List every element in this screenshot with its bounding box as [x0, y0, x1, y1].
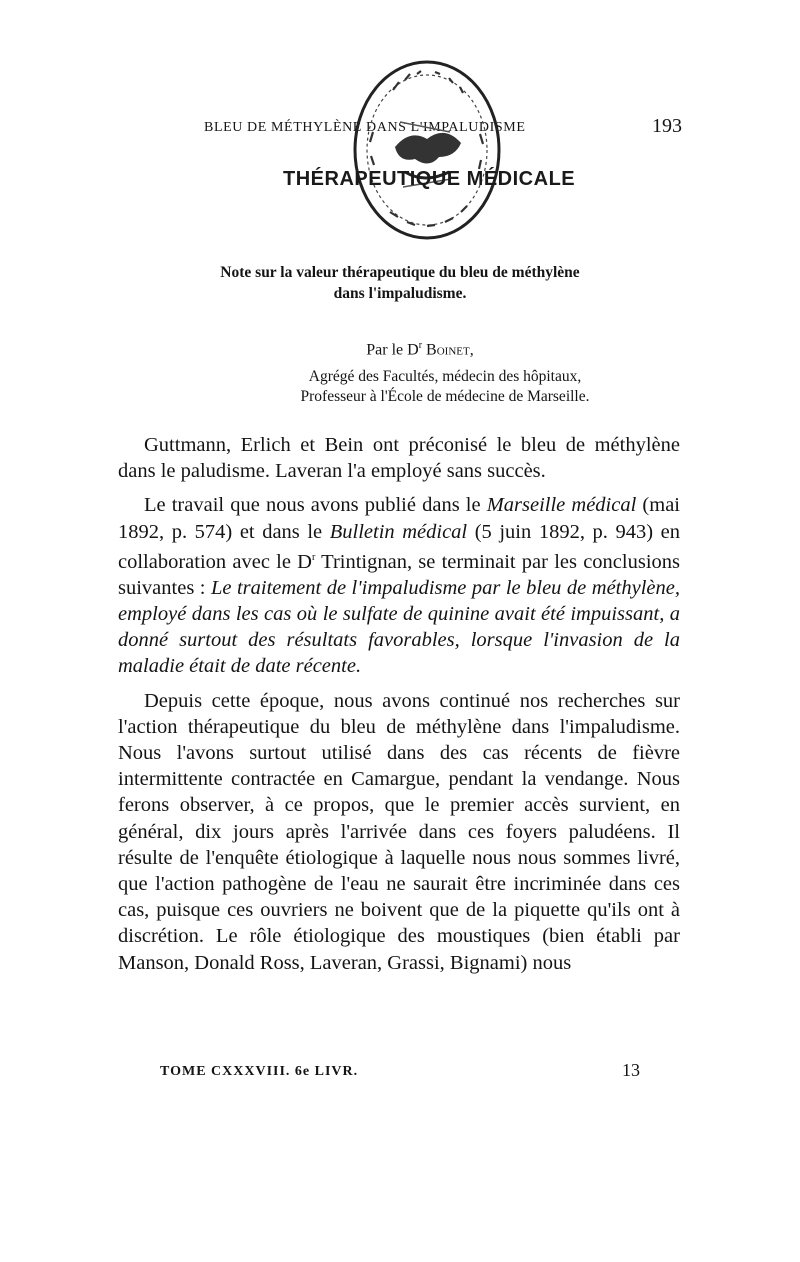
byline-sup: r	[418, 340, 423, 351]
tome-label: TOME CXXXVIII. 6e LIVR.	[160, 1064, 359, 1079]
title-line-2: dans l'impaludisme.	[333, 285, 467, 302]
running-title: BLEU DE MÉTHYLÈNE DANS L'IMPALUDISME	[204, 120, 526, 135]
affiliation-line-1: Agrégé des Facultés, médecin des hôpitaux,	[308, 368, 582, 385]
affiliation-line-2: Professeur à l'École de médecine de Marseille.	[300, 388, 590, 405]
conclusion-quote: Le traitement de l'impaludisme par le bleu de méthylène, employé dans les cas où le sulfate de quinine avait été impuissant, a donné surtout des résultats favorables, lorsque l'invasion de la maladie était de date récente.	[118, 576, 680, 678]
p2-sup: r	[311, 551, 316, 563]
paragraph-3: Depuis cette époque, nous avons continué nos recherches sur l'action thérapeutique du bleu de méthylène dans l'impaludisme. Nous l'avons surtout utilisé dans des cas récents de fièvre intermittente contractée en Camargue, pendant la vendange. Nous ferons observer, à ce propos, que le premier accès survient, en général, dix jours après l'arrivée dans ces foyers paludéens. Il résulte de l'enquête étiologique à laquelle nous nous sommes livré, que l'action pathogène de l'eau ne saurait être incriminée dans ces cas, puisque ces ouvriers ne boivent que de la piquette qu'ils ont à discrétion. Le rôle étiologique des moustiques (bien établi par Manson, Donald Ross, Laveran, Grassi, Bignami) nous	[118, 689, 680, 974]
page-footer	[160, 1060, 640, 1084]
title-line-1: Note sur la valeur thérapeutique du bleu de méthylène	[220, 264, 580, 281]
signature-number: 13	[622, 1060, 640, 1080]
article-title	[100, 262, 700, 304]
p2-text-c: (5 juin 1892, p. 943) en collaboration avec le D	[118, 520, 681, 573]
journal-marseille-medical: Marseille médical	[486, 494, 637, 517]
byline	[100, 340, 740, 359]
library-stamp-icon	[345, 52, 510, 247]
paragraph-2	[118, 492, 680, 679]
paragraph-1: Guttmann, Erlich et Bein ont préconisé le bleu de méthylène dans le paludisme. Laveran l'a employé sans succès.	[118, 434, 680, 483]
p2-text-d: Trintignan, se terminait par les conclusions suivantes :	[118, 550, 680, 599]
byline-prefix: Par le D	[366, 341, 419, 359]
article-body	[118, 432, 680, 976]
p2-text-b: (mai 1892, p. 574) et dans le	[118, 494, 680, 543]
page-number: 193	[652, 115, 682, 137]
p2-text-a: Le travail que nous avons publié dans le	[144, 494, 487, 517]
stamp-label: THÉRAPEUTIQUE MÉDICALE	[283, 168, 576, 190]
author-name: Boinet,	[426, 341, 474, 359]
journal-bulletin-medical: Bulletin médical	[329, 520, 468, 543]
